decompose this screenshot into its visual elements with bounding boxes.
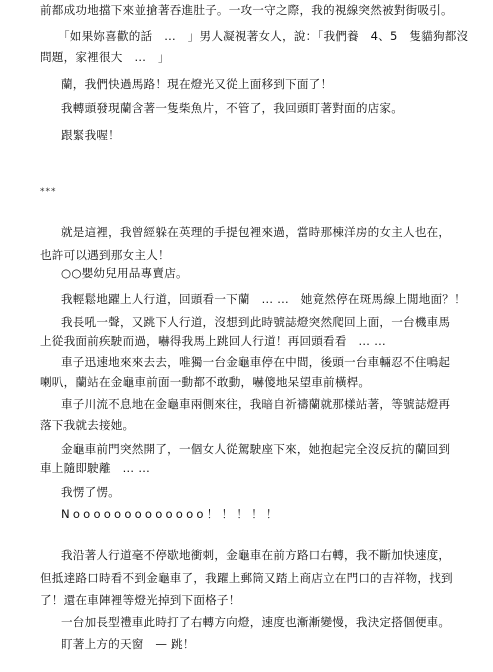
paragraph-line: 跟緊我喔！ [61,128,120,142]
paragraph-line: 我長吼一聲，又跳下人行道，沒想到此時號誌燈突然爬回上面，一台機車馬 [61,315,451,329]
paragraph-line: 車子川流不息地在金龜車兩側來往，我暗自祈禱蘭就那樣站著，等號誌燈再 [61,397,451,411]
paragraph-line: 上從我面前疾駛而過，嚇得我馬上跳回人行道！再回頭看看 … … [40,334,386,348]
paragraph-line: 我轉頭發現蘭含著一隻柴魚片，不管了，我回頭盯著對面的店家。 [61,101,404,115]
paragraph-line: 盯著上方的天窗 — 跳！ [61,637,195,651]
paragraph-line: 我愣了愣。 [61,485,120,499]
section-separator: *** [40,187,57,197]
paragraph-line: 我沿著人行道毫不停歇地衝刺，金龜車在前方路口右轉，我不斷加快速度， [61,548,451,562]
paragraph-line: 喇叭，蘭站在金龜車前面一動都不敢動，嚇傻地呆望車前橫桿。 [40,375,371,389]
paragraph-line: 一台加長型禮車此時打了右轉方向燈，速度也漸漸變慢，我決定搭個便車。 [61,615,451,629]
paragraph-line: 車上隨即駛離 … … [40,461,151,475]
paragraph-line: 車子迅速地來來去去，唯獨一台金龜車停在中間，後頭一台車輛忍不住鳴起 [61,355,451,369]
paragraph-line: 就是這裡，我曾經躲在英理的手提包裡來過，當時那棟洋房的女主人也在， [61,225,451,239]
paragraph-line: 前都成功地擋下來並搶著吞進肚子。一攻一守之際，我的視線突然被對街吸引。 [40,3,453,17]
paragraph-line: Nooooooooooooo！！！！！ [61,507,281,521]
paragraph-line: 「如果妳喜歡的話 … 」男人凝視著女人，說：「我們養 4、5 隻貓狗都沒 [58,29,469,43]
paragraph-line: 我輕鬆地躍上人行道，回頭看一下蘭 … … 她竟然停在斑馬線上閒地面？！ [61,292,466,306]
paragraph-line: 蘭，我們快過馬路！現在燈光又從上面移到下面了！ [61,77,333,91]
paragraph-line: 也許可以遇到那女主人！ [40,248,170,262]
paragraph-line: 落下我就去接她。 [40,418,135,432]
paragraph-line: 問題，家裡很大 … 」 [40,50,170,64]
paragraph-line: ○○嬰幼兒用品專賣店。 [61,266,188,280]
paragraph-line: 金龜車前門突然開了，一個女人從駕駛座下來，她抱起完全沒反抗的蘭回到 [61,442,451,456]
paragraph-line: 了！還在車陣裡等燈光掉到下面格子！ [40,593,241,607]
paragraph-line: 但抵達路口時看不到金龜車了，我躍上郵筒又踏上商店立在門口的吉祥物，找到 [40,571,453,585]
